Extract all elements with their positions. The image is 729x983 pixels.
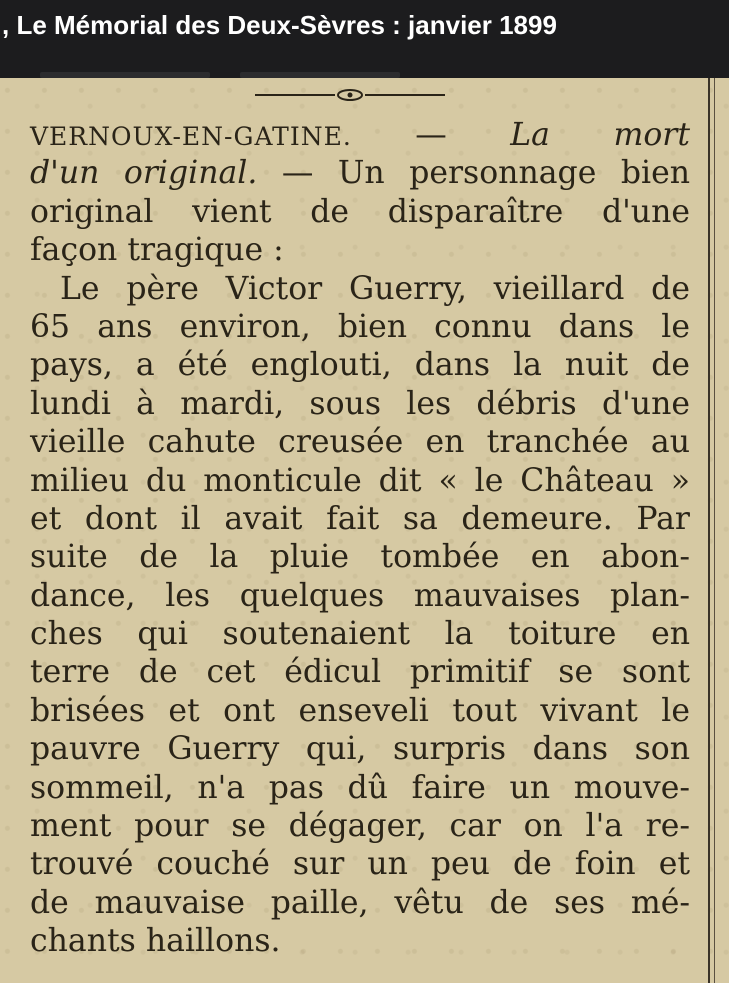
article-body (30, 116, 690, 961)
article-line: Le père Victor Guerry, vieillard de (60, 270, 690, 307)
article-line: façon tragique : (30, 232, 284, 269)
article-line: sommeil, n'a pas dû faire un mouve- (30, 769, 690, 806)
title-bar (0, 0, 729, 78)
article-line: ches qui soutenaient la toiture en (30, 616, 690, 653)
article-place: VERNOUX-EN-GATINE. (30, 122, 352, 151)
article-line: lundi à mardi, sous les débris d'une (30, 385, 690, 422)
article-line: pays, a été englouti, dans la nuit de (30, 347, 690, 384)
article-line: milieu du monticule dit « le Château » (30, 462, 690, 499)
ornament-divider-icon (255, 88, 445, 102)
article-title-part2: d'un original. (30, 155, 258, 192)
article-heading-line (30, 116, 690, 154)
newspaper-clipping (0, 78, 729, 983)
article-line: original vient de disparaître d'une (30, 193, 690, 230)
article-line: dance, les quelques mauvaises plan- (30, 577, 690, 614)
article-line: pauvre Guerry qui, surpris dans son (30, 731, 690, 768)
article-title-part1: La mort (510, 117, 691, 153)
article-line: vieille cahute creusée en tranchée au (30, 424, 690, 461)
window-title: , Le Mémorial des Deux-Sèvres : janvier 1899 (2, 10, 557, 40)
article-line: suite de la pluie tombée en abon- (30, 539, 690, 576)
article-line (30, 154, 690, 192)
article-line: ment pour se dégager, car on l'a re- (30, 808, 690, 845)
article-line: terre de cet édicul primitif se sont (30, 654, 690, 691)
article-line: trouvé couché sur un peu de foin et (30, 846, 690, 883)
article-line-text: — Un personnage bien (257, 155, 690, 192)
article-line: de mauvaise paille, vêtu de ses mé- (30, 884, 690, 921)
column-rule (708, 78, 710, 983)
article-line: brisées et ont enseveli tout vivant le (30, 692, 690, 729)
article-line: chants haillons. (30, 923, 281, 960)
heading-separator: — (351, 117, 511, 153)
article-line: et dont il avait fait sa demeure. Par (30, 500, 690, 537)
article-line: 65 ans environ, bien connu dans le (30, 308, 690, 345)
column-rule-inner (714, 78, 715, 983)
